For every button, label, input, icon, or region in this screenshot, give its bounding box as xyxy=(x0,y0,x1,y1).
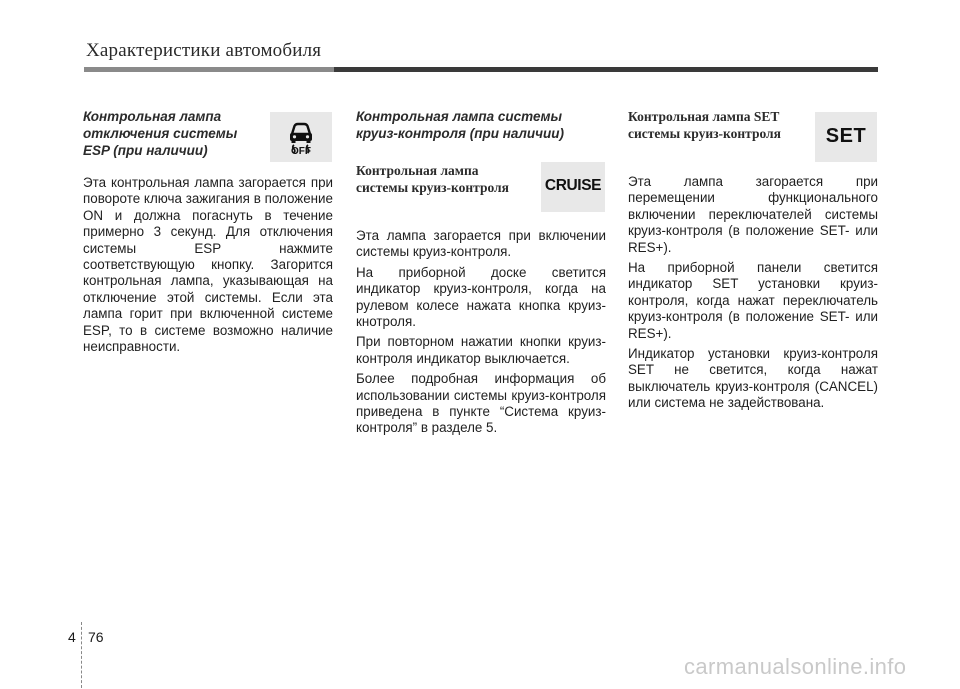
footer-divider xyxy=(81,622,82,688)
watermark-text: carmanualsonline.info xyxy=(684,654,907,679)
cruise-paragraph: Более подробная информация об использовании системы круиз-контроля приведена в пункте “Система круиз-контроля” в разделе 5. xyxy=(356,371,606,436)
subheading-line: Контрольная лампа xyxy=(356,163,479,178)
heading-line: ESP (при наличии) xyxy=(83,143,208,158)
column-cruise xyxy=(356,108,606,441)
chapter-number: 4 xyxy=(68,629,76,645)
cruise-paragraph: При повторном нажатии кнопки круиз-контроля индикатор выключается. xyxy=(356,334,606,366)
esp-off-paragraph: Эта контрольная лампа загорается при повороте ключа зажигания в положение ON и должна погаснуть в течение примерно 3 секунд. Для отключения системы ESP нажмите соответствующую кнопку. Загорится контрольная лампа, указывающая на отключение этой системы. Если эта лампа горит при включенной системе ESP, то в системе возможно наличие неисправности. xyxy=(83,175,333,355)
set-paragraph: На приборной панели светится индикатор SET установки круиз-контроля, когда нажат переключатель круиз-контроля (в положение SET- или RES+). xyxy=(628,260,878,341)
set-indicator-icon xyxy=(815,112,877,162)
page-header-title: Характеристики автомобиля xyxy=(86,40,322,61)
subheading-line: Контрольная лампа SET xyxy=(628,109,780,124)
set-paragraph: Эта лампа загорается при перемещении функционального включении переключателей системы круиз-контроля (в положение SET- или RES+). xyxy=(628,174,878,255)
subheading-line: системы круиз-контроля xyxy=(628,126,781,141)
heading-line: Контрольная лампа системы xyxy=(356,109,562,124)
heading-line: отключения системы xyxy=(83,126,238,141)
subheading-line: системы круиз-контроля xyxy=(356,180,509,195)
cruise-paragraph: Эта лампа загорается при включении системы круиз-контроля. xyxy=(356,228,606,260)
cruise-heading xyxy=(356,108,606,142)
page-number: 76 xyxy=(88,629,104,645)
esp-off-icon xyxy=(270,112,332,162)
set-indicator-label: SET xyxy=(825,125,867,147)
heading-line: Контрольная лампа xyxy=(83,109,222,124)
header-rule-accent xyxy=(84,67,334,72)
cruise-indicator-icon xyxy=(541,162,605,212)
cruise-paragraph: На приборной доске светится индикатор круиз-контроля, когда на рулевом колесе нажата кнопка круиз-кнотроля. xyxy=(356,264,606,330)
heading-line: круиз-контроля (при наличии) xyxy=(356,126,565,141)
set-paragraph: Индикатор установки круиз-контроля SET не светится, когда нажат выключатель круиз-контроля (CANCEL) или система не задействована. xyxy=(628,346,878,411)
esp-off-label: OFF xyxy=(291,146,311,157)
cruise-indicator-label: CRUISE xyxy=(544,177,602,194)
